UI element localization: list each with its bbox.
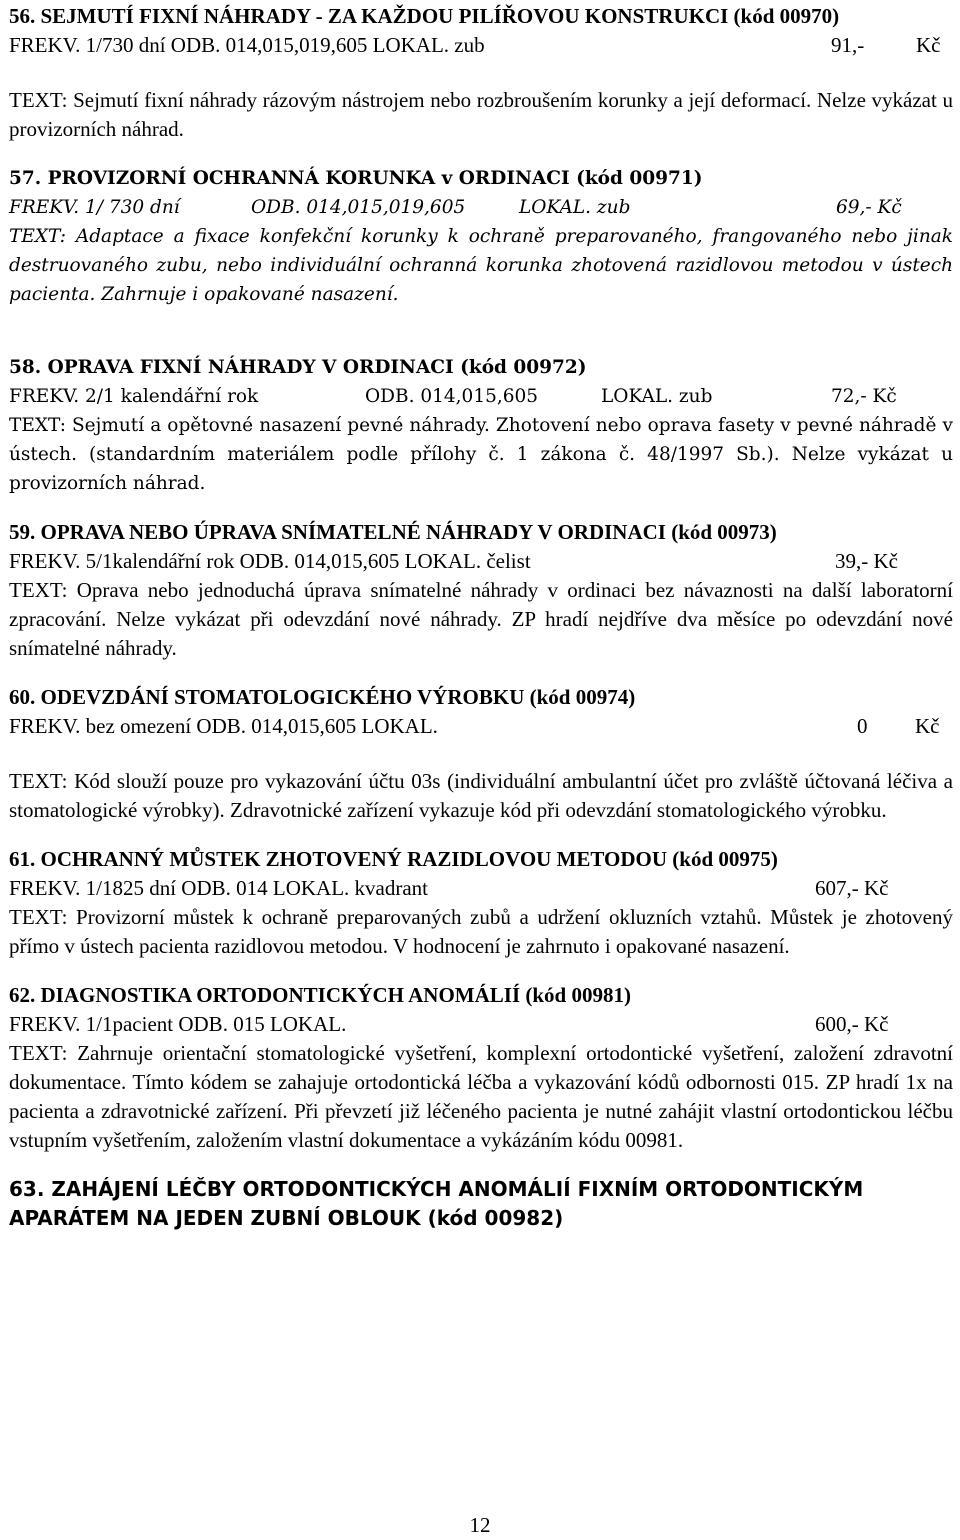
- section-58: [9, 353, 953, 498]
- document-body: [9, 2, 953, 1233]
- price-value: 607,- Kč: [815, 876, 889, 900]
- section-heading: 60. ODEVZDÁNÍ STOMATOLOGICKÉHO VÝROBKU (kód 00974): [9, 685, 636, 709]
- price-value: 72,- Kč: [831, 386, 897, 407]
- section-63: [9, 1175, 953, 1233]
- price-value: 69,- Kč: [836, 197, 902, 218]
- price-currency: Kč: [915, 714, 940, 738]
- frekv-label: FREKV. 1/730 dní ODB. 014,015,019,605 LOKAL. zub: [9, 33, 485, 57]
- frekv-line: [9, 547, 953, 576]
- price-currency: Kč: [916, 33, 941, 57]
- price-value: 0: [857, 714, 868, 738]
- section-61: [9, 845, 953, 961]
- section-62: [9, 981, 953, 1155]
- frekv-label: FREKV. 1/1825 dní ODB. 014 LOKAL. kvadrant: [9, 876, 429, 900]
- section-heading: 57. PROVIZORNÍ OCHRANNÁ KORUNKA v ORDINACI (kód 00971): [9, 168, 703, 189]
- section-text: TEXT: Adaptace a fixace konfekční korunky k ochraně preparovaného, frangovaného nebo jinak destruovaného zubu, nebo individuální ochranná korunka zhotovená razidlovou metodou v ústech pacienta. Zahrnuje i opakované nasazení.: [9, 226, 953, 305]
- section-text: TEXT: Sejmutí fixní náhrady rázovým nástrojem nebo rozbroušením korunky a její deformací. Nelze vykázat u provizorních náhrad.: [9, 88, 953, 141]
- section-60: [9, 683, 953, 825]
- section-heading: 58. OPRAVA FIXNÍ NÁHRADY V ORDINACI (kód 00972): [9, 357, 587, 378]
- frekv-lokal: LOKAL. zub: [519, 197, 631, 218]
- section-text: TEXT: Oprava nebo jednoduchá úprava snímatelné náhrady v ordinaci bez návaznosti na další laboratorní zpracování. Nelze vykázat při odevzdání nové náhrady. ZP hradí nejdříve dva měsíce po odevzdání nové snímatelné náhrady.: [9, 578, 953, 660]
- section-text: TEXT: Zahrnuje orientační stomatologické vyšetření, komplexní ortodontické vyšetření, založení zdravotní dokumentace. Tímto kódem se zahajuje ortodontická léčba a vykazování kódů odbornosti 015. ZP hradí 1x na pacienta a zdravotnické zařízení. Při převzetí již léčeného pacienta je nutné zahájit vlastní ortodontickou léčbu vstupním vyšetřením, založením vlastní dokumentace a vykázáním kódu 00981.: [9, 1041, 953, 1152]
- price-value: 91,-: [831, 33, 865, 57]
- frekv-odb: ODB. 014,015,019,605: [251, 197, 466, 218]
- frekv-line: [9, 193, 953, 222]
- section-heading: 56. SEJMUTÍ FIXNÍ NÁHRADY - ZA KAŽDOU PILÍŘOVOU KONSTRUKCI (kód 00970): [9, 4, 840, 28]
- frekv-line: [9, 382, 953, 411]
- section-heading: 61. OCHRANNÝ MŮSTEK ZHOTOVENÝ RAZIDLOVOU METODOU (kód 00975): [9, 847, 778, 871]
- section-text: TEXT: Kód slouží pouze pro vykazování účtu 03s (individuální ambulantní účet pro zvláště účtovaná léčiva a stomatologické výrobky). Zdravotnické zařízení vykazuje kód při odevzdání stomatologického výrobku.: [9, 769, 953, 822]
- frekv-line: [9, 1010, 953, 1039]
- section-heading: 62. DIAGNOSTIKA ORTODONTICKÝCH ANOMÁLIÍ (kód 00981): [9, 983, 631, 1007]
- section-57: [9, 164, 953, 309]
- price-value: 600,- Kč: [815, 1012, 889, 1036]
- price-value: 39,- Kč: [835, 549, 898, 573]
- section-heading: 59. OPRAVA NEBO ÚPRAVA SNÍMATELNÉ NÁHRADY V ORDINACI (kód 00973): [9, 520, 777, 544]
- frekv-lokal: LOKAL. zub: [601, 386, 713, 407]
- section-heading: 63. ZAHÁJENÍ LÉČBY ORTODONTICKÝCH ANOMÁLIÍ FIXNÍM ORTODONTICKÝM APARÁTEM NA JEDEN ZUBNÍ OBLOUK (kód 00982): [9, 1177, 864, 1230]
- frekv-line: [9, 31, 953, 60]
- frekv-label: FREKV. 1/1pacient ODB. 015 LOKAL.: [9, 1012, 347, 1036]
- page-number: 12: [469, 1513, 491, 1537]
- frekv-label: FREKV. 5/1kalendářní rok ODB. 014,015,605 LOKAL. čelist: [9, 549, 531, 573]
- frekv-label: FREKV. 1/ 730 dní: [9, 197, 180, 218]
- section-text: TEXT: Sejmutí a opětovné nasazení pevné náhrady. Zhotovení nebo oprava fasety v pevné náhradě v ústech. (standardním materiálem podle přílohy č. 1 zákona č. 48/1997 Sb.). Nelze vykázat u provizorních náhrad.: [9, 415, 953, 494]
- frekv-label: FREKV. bez omezení ODB. 014,015,605 LOKAL.: [9, 714, 438, 738]
- frekv-line: [9, 712, 953, 741]
- section-56: [9, 2, 953, 144]
- frekv-line: [9, 874, 953, 903]
- frekv-label: FREKV. 2/1 kalendářní rok: [9, 386, 259, 407]
- frekv-odb: ODB. 014,015,605: [365, 386, 539, 407]
- section-text: TEXT: Provizorní můstek k ochraně preparovaných zubů a udržení okluzních vztahů. Můstek je zhotovený přímo v ústech pacienta razidlovou metodou. V hodnocení je zahrnuto i opakované nasazení.: [9, 905, 953, 958]
- section-59: [9, 518, 953, 663]
